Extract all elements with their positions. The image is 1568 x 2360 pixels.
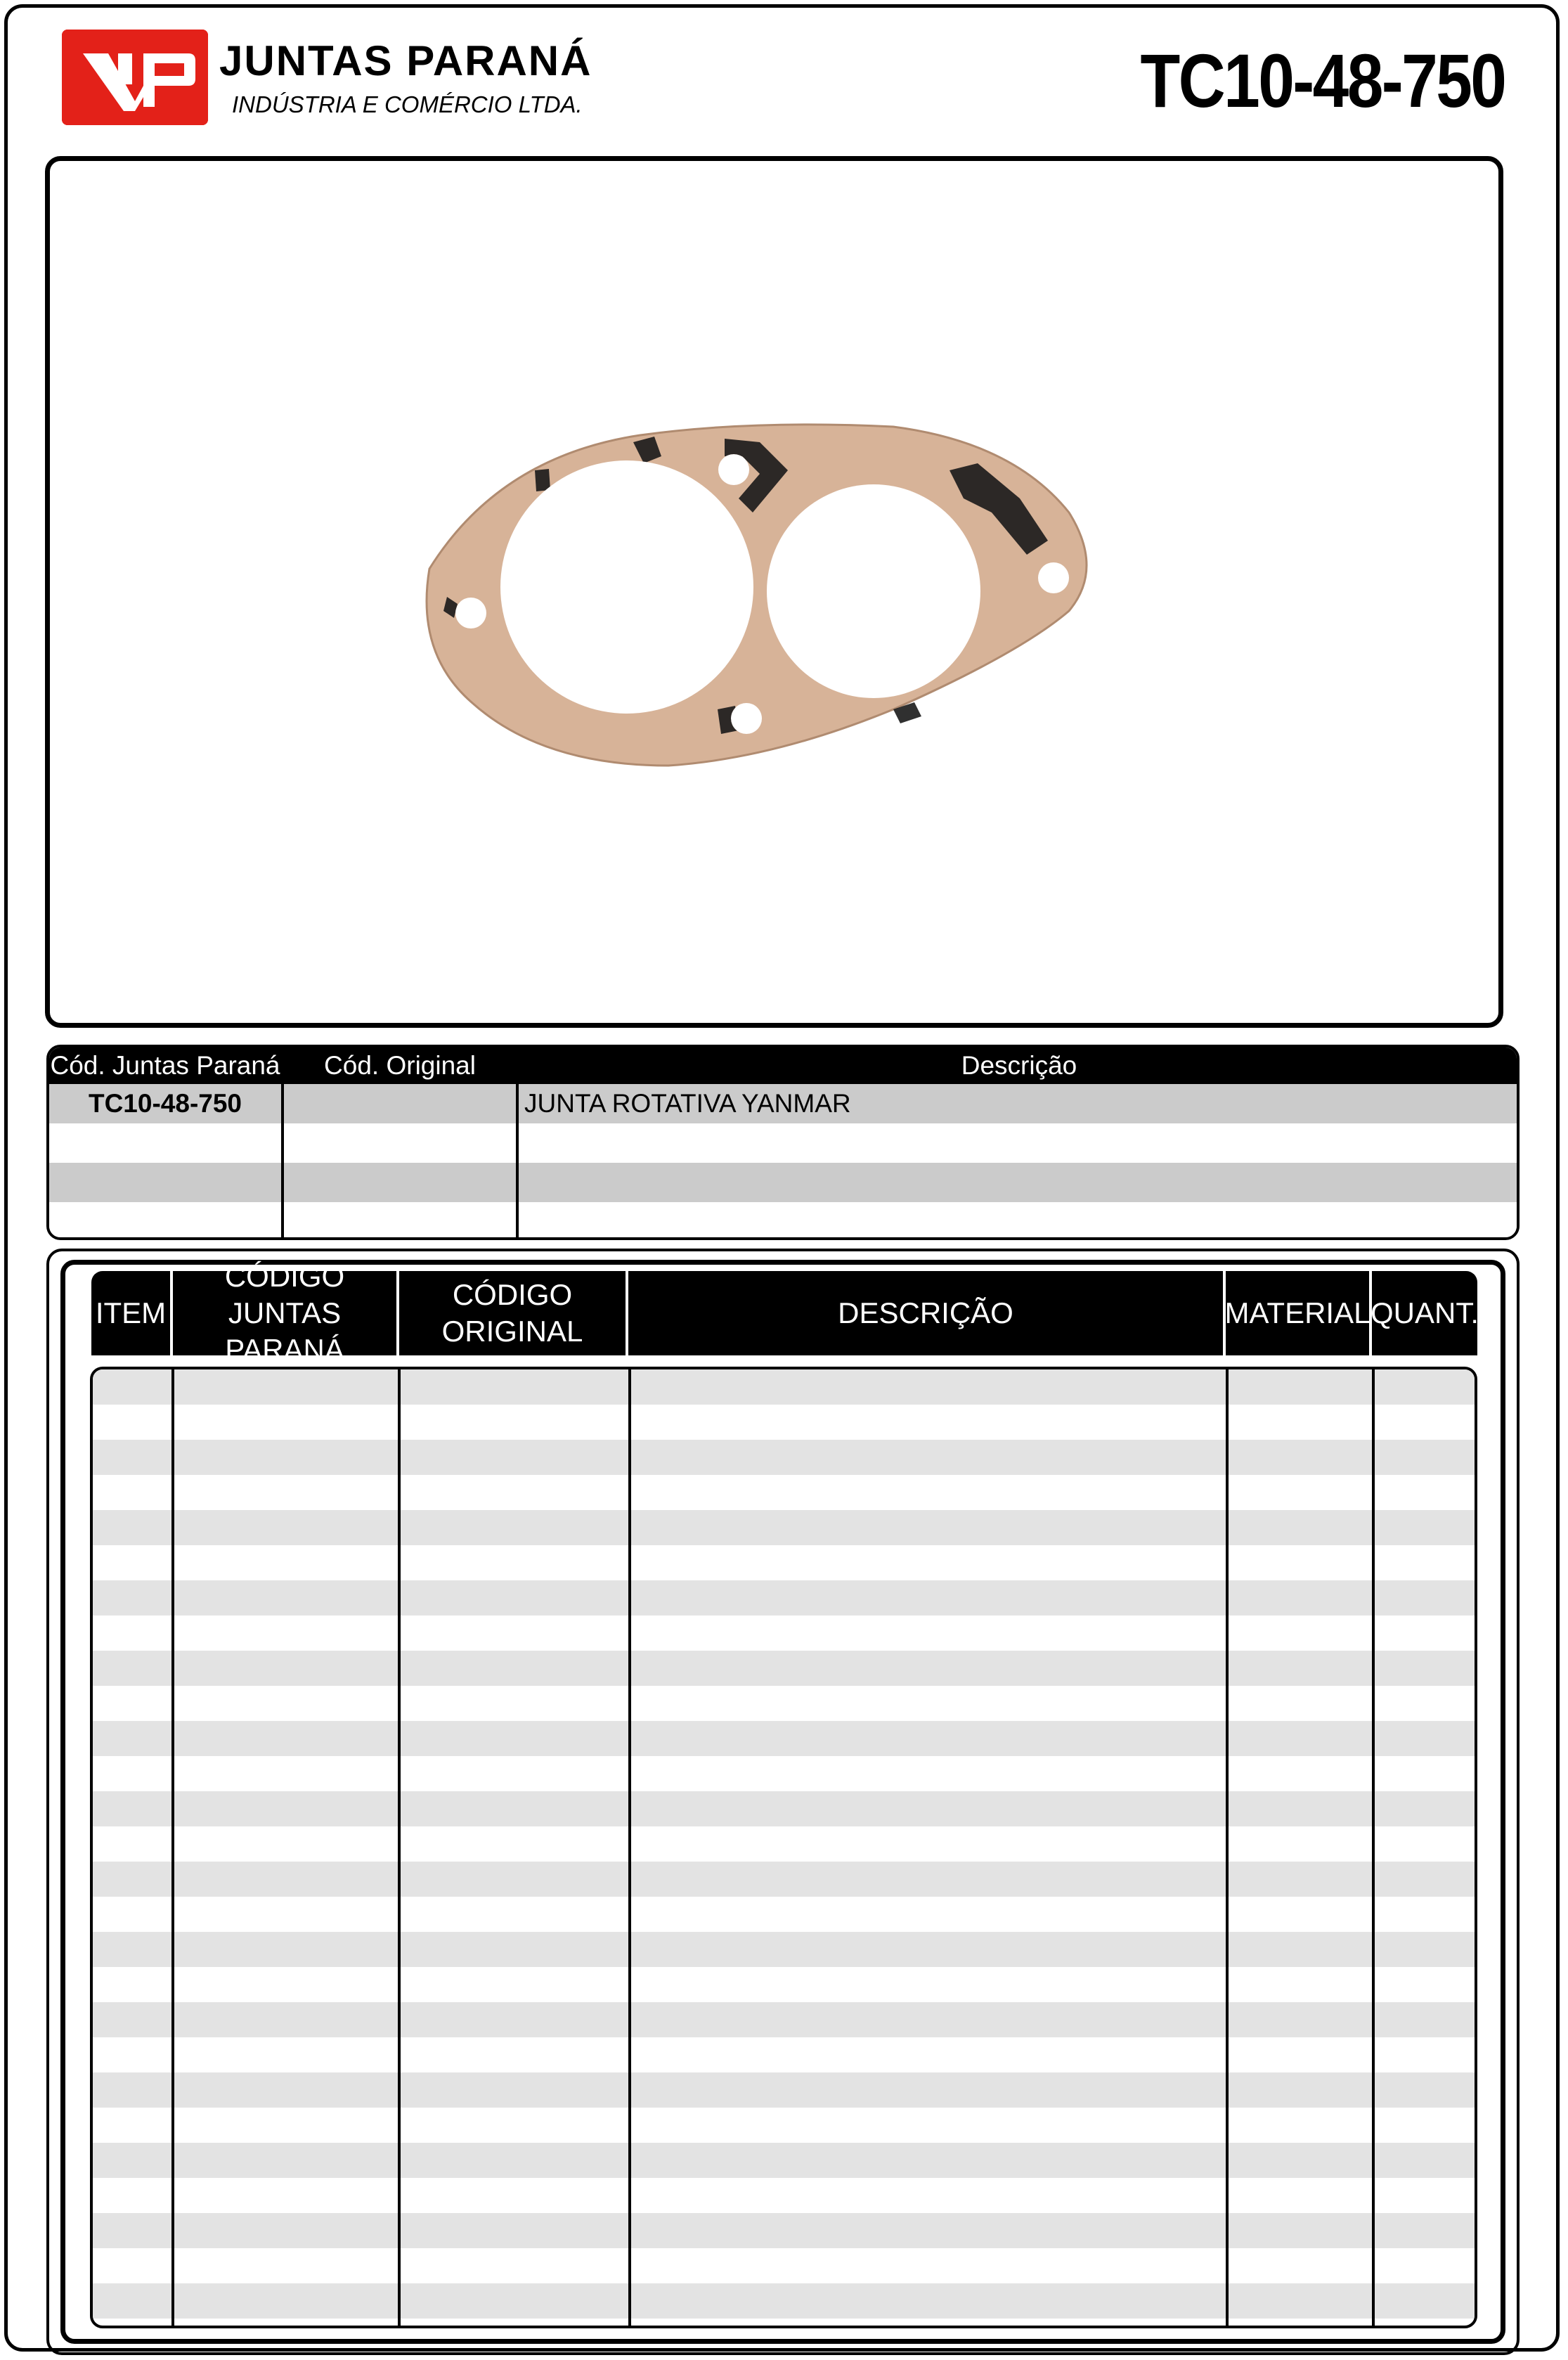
table-row-stripe (93, 2002, 1475, 2037)
table-row-stripe (93, 1862, 1475, 1897)
col-header-codigo-juntas (173, 1260, 396, 1366)
table-row-stripe (93, 1932, 1475, 1967)
col-header-material (1226, 1271, 1369, 1355)
info-table-header (49, 1047, 1517, 1084)
info-row-empty (49, 1163, 1517, 1202)
header-cod-juntas: Cód. Juntas Paraná (50, 1051, 280, 1080)
info-table (46, 1045, 1520, 1240)
parts-column-divider (398, 1369, 401, 2326)
table-row-stripe (93, 1651, 1475, 1686)
company-logo (62, 30, 208, 125)
info-descricao: JUNTA ROTATIVA YANMAR (524, 1089, 851, 1118)
table-row-stripe (93, 1580, 1475, 1616)
company-name: JUNTAS PARANÁ (219, 37, 592, 84)
product-photo (45, 156, 1503, 1028)
col-header-codigo-original-line1: CÓDIGO (452, 1278, 573, 1311)
col-header-codigo-original-line2: ORIGINAL (441, 1315, 583, 1348)
table-row-stripe (93, 1721, 1475, 1756)
table-row-stripe (93, 2213, 1475, 2248)
col-header-codigo-juntas-line1: CÓDIGO (224, 1260, 345, 1293)
table-row-stripe (93, 2283, 1475, 2319)
table-row-stripe (93, 1791, 1475, 1826)
col-header-quant-label: QUANT. (1371, 1296, 1479, 1329)
parts-column-divider (1226, 1369, 1229, 2326)
col-header-quant (1372, 1271, 1477, 1355)
gasket-image (50, 161, 1498, 1023)
parts-column-divider (628, 1369, 631, 2326)
col-header-codigo-original (399, 1271, 626, 1355)
header-descricao: Descrição (961, 1051, 1077, 1080)
table-row-stripe (93, 1510, 1475, 1545)
info-column-divider (281, 1047, 284, 1237)
info-row-empty (49, 1202, 1517, 1240)
info-cod-juntas: TC10-48-750 (88, 1089, 242, 1118)
header-cod-original: Cód. Original (324, 1051, 476, 1080)
col-header-item (91, 1271, 170, 1355)
info-row (49, 1084, 1517, 1123)
info-column-divider (516, 1047, 519, 1237)
col-header-codigo-juntas-line2: JUNTAS PARANÁ (225, 1296, 344, 1366)
table-row-stripe (93, 1369, 1475, 1405)
parts-table-body (90, 1367, 1477, 2328)
table-row-stripe (93, 1440, 1475, 1475)
parts-column-divider (1372, 1369, 1375, 2326)
parts-column-divider (171, 1369, 174, 2326)
company-subtitle: INDÚSTRIA E COMÉRCIO LTDA. (232, 91, 583, 117)
col-header-descricao (628, 1271, 1223, 1355)
col-header-material-label: MATERIAL (1224, 1296, 1371, 1329)
table-row-stripe (93, 2143, 1475, 2178)
part-code-title: TC10-48-750 (1140, 38, 1505, 123)
info-row-empty (49, 1123, 1517, 1163)
col-header-item-label: ITEM (95, 1296, 167, 1329)
logo-jp-icon (62, 30, 208, 125)
table-row-stripe (93, 2072, 1475, 2108)
col-header-descricao-label: DESCRIÇÃO (838, 1296, 1013, 1329)
